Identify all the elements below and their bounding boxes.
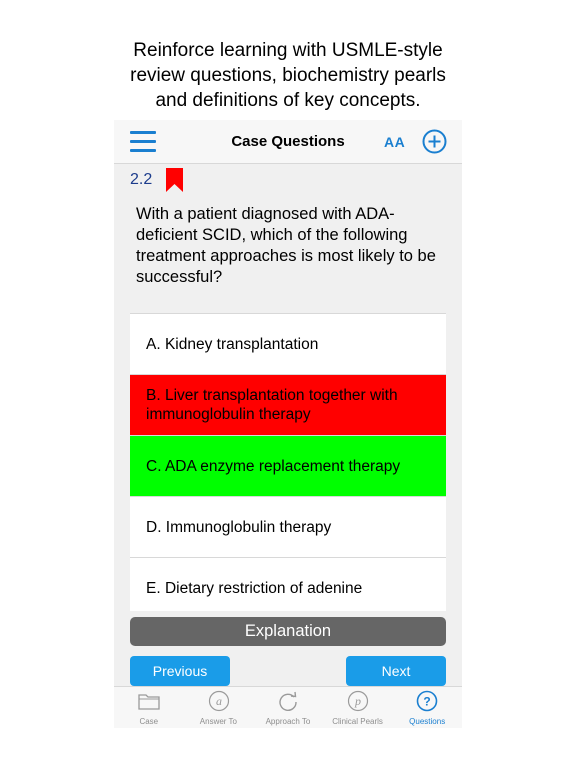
svg-text:a: a <box>215 694 222 708</box>
choice-label: B. Liver transplantation together with immunoglobulin therapy <box>146 387 398 423</box>
at-sign-icon <box>208 690 230 712</box>
tab-case[interactable] <box>114 687 184 728</box>
app-screen <box>114 120 462 728</box>
pearl-p-icon <box>347 690 369 712</box>
tab-label: Answer To <box>199 717 237 726</box>
navigation-bar <box>114 120 462 164</box>
tab-approach-to[interactable] <box>253 687 323 728</box>
tab-answer-to[interactable] <box>184 687 254 728</box>
tab-label: Approach To <box>265 717 311 726</box>
answer-choice-e[interactable] <box>130 558 446 611</box>
font-size-button[interactable]: AA <box>384 134 406 150</box>
svg-text:?: ? <box>423 694 432 709</box>
choice-label: C. ADA enzyme replacement therapy <box>146 457 401 475</box>
tab-clinical-pearls[interactable] <box>323 687 393 728</box>
promo-line: review questions, biochemistry pearls <box>130 65 446 86</box>
answer-choice-d[interactable] <box>130 497 446 558</box>
next-button[interactable]: Next <box>346 656 446 686</box>
promo-line: Reinforce learning with USMLE-style <box>133 40 443 61</box>
choice-label: E. Dietary restriction of adenine <box>146 579 363 597</box>
answer-choice-a[interactable] <box>130 314 446 375</box>
question-circle-icon <box>416 690 438 712</box>
folder-icon <box>138 690 160 712</box>
choice-label: A. Kidney transplantation <box>146 335 319 353</box>
svg-text:p: p <box>354 694 361 708</box>
plus-circle-icon[interactable] <box>422 129 447 154</box>
tab-label: Clinical Pearls <box>332 717 383 726</box>
bookmark-icon[interactable] <box>166 168 183 192</box>
answer-choice-b[interactable] <box>130 375 446 436</box>
tab-bar <box>114 686 462 728</box>
tab-label: Questions <box>409 717 446 726</box>
refresh-arrow-icon <box>277 690 299 712</box>
question-number: 2.2 <box>130 171 153 188</box>
question-text: With a patient diagnosed with ADA-deficient SCID, which of the following treatment approaches is most likely to be successful? <box>136 205 436 286</box>
tab-label: Case <box>139 717 159 726</box>
tab-questions[interactable] <box>392 687 462 728</box>
answer-choice-c[interactable] <box>130 436 446 497</box>
promo-caption <box>0 38 576 113</box>
choice-label: D. Immunoglobulin therapy <box>146 518 332 536</box>
answer-choices-list <box>130 313 446 611</box>
explanation-button[interactable]: Explanation <box>130 617 446 646</box>
page-title: Case Questions <box>231 133 345 150</box>
previous-button[interactable]: Previous <box>130 656 230 686</box>
promo-line: and definitions of key concepts. <box>155 90 421 111</box>
